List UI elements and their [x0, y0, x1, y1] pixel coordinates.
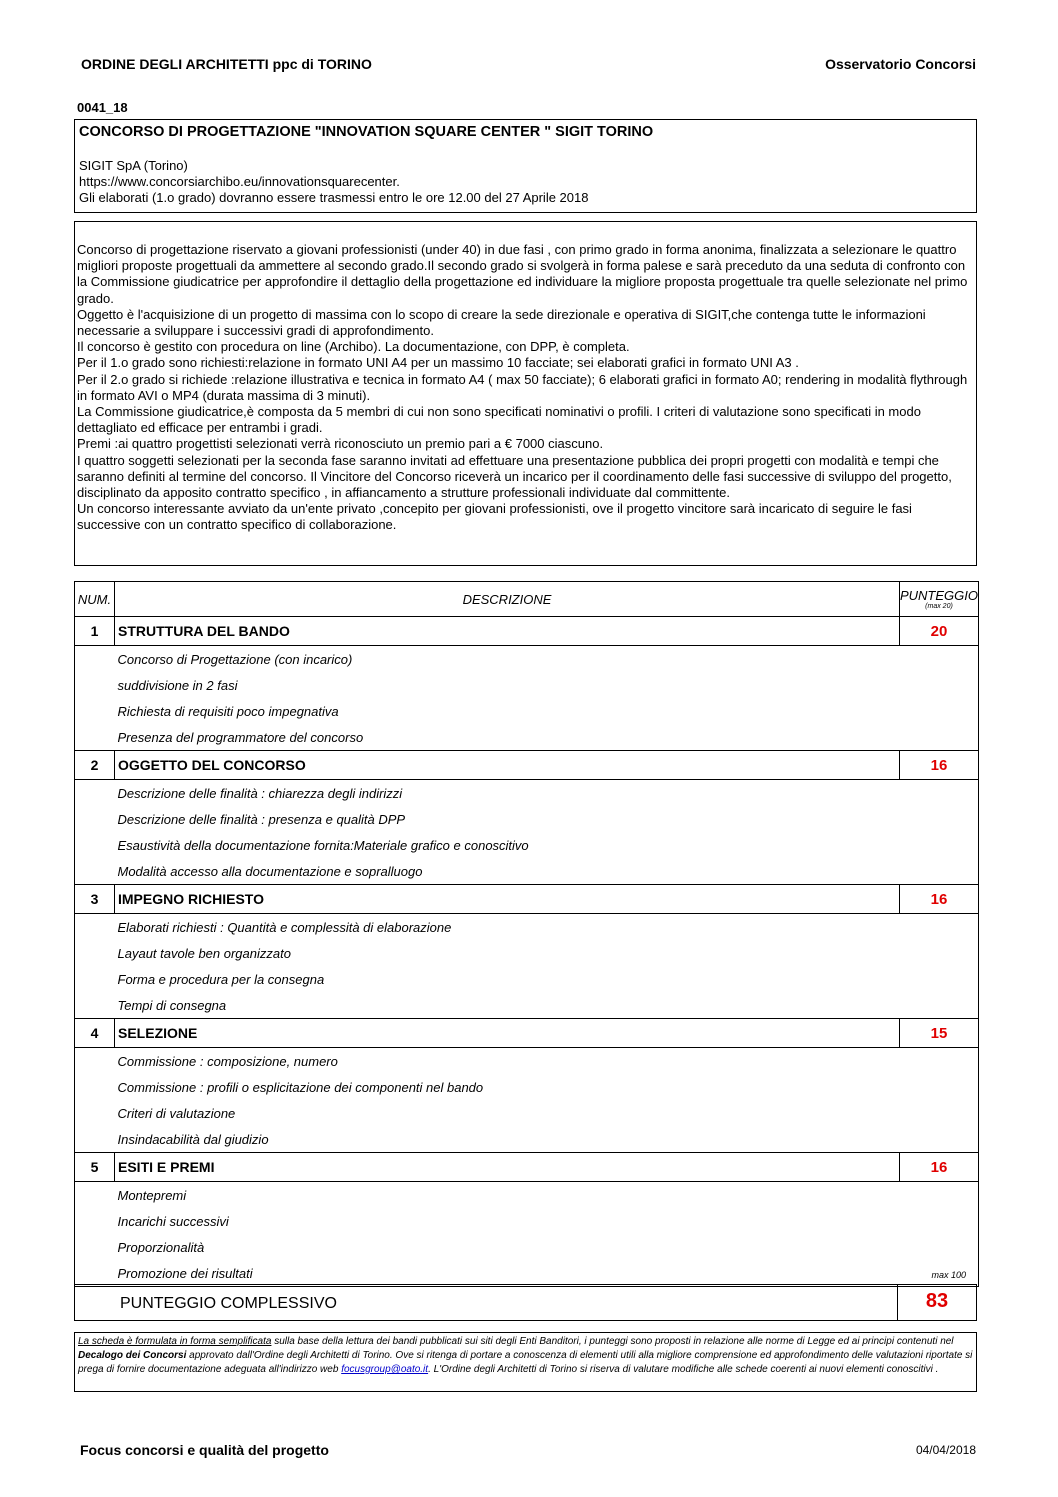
- criterion-score-cell: [899, 806, 978, 832]
- footer-date: 04/04/2018: [915, 1443, 976, 1457]
- section-row: [75, 1153, 979, 1182]
- criterion-row: [75, 832, 979, 858]
- section-score: 15: [899, 1019, 978, 1048]
- max-score-note: max 100: [931, 1270, 966, 1280]
- criterion-text: Richiesta di requisiti poco impegnativa: [117, 703, 339, 719]
- criterion-text: Forma e procedura per la consegna: [117, 971, 325, 987]
- criterion-spacer: [75, 992, 115, 1019]
- criterion-score-cell: [899, 966, 978, 992]
- criterion-score-cell: [899, 724, 978, 751]
- section-row: [75, 751, 979, 780]
- section-label: SELEZIONE: [115, 1019, 900, 1048]
- description-paragraph: Il concorso è gestito con procedura on line (Archibo). La documentazione, con DPP, è completa.: [77, 339, 630, 355]
- criterion-text: Commissione : profili o esplicitazione dei componenti nel bando: [117, 1079, 484, 1095]
- competition-title: CONCORSO DI PROGETTAZIONE "INNOVATION SQUARE CENTER " SIGIT TORINO: [79, 124, 654, 140]
- total-score-label: PUNTEGGIO COMPLESSIVO: [120, 1295, 337, 1312]
- criterion-score-cell: [899, 1126, 978, 1153]
- criterion-spacer: [75, 1074, 115, 1100]
- criterion-score-cell: [899, 914, 978, 941]
- section-label: STRUTTURA DEL BANDO: [115, 617, 900, 646]
- section-score: 20: [899, 617, 978, 646]
- description-paragraph: I quattro soggetti selezionati per la seconda fase saranno invitati ad effettuare una presentazione pubblica dei propri progetti con modalità e tempi che saranno definiti al termine del concorso. Il Vincitore del Concorso riceverà un incarico per il coordinamento delle fasi successive di sviluppo del progetto, disciplinato da apposito contratto specifico , in affiancamento a strutture professionali individuate dal committente.: [77, 452, 952, 501]
- section-row: [75, 885, 979, 914]
- description-paragraph: La Commissione giudicatrice,è composta da 5 membri di cui non sono specificati nominativi o profili. I criteri di valutazione sono specificati in modo dettagliato ed efficace per entrambi i gradi.: [77, 404, 921, 436]
- criterion-row: [75, 724, 979, 751]
- criterion-row: [75, 992, 979, 1019]
- criterion-spacer: [75, 1208, 115, 1234]
- column-header-description: DESCRIZIONE: [115, 582, 900, 617]
- criterion-text: Insindacabilità dal giudizio: [115, 1126, 900, 1153]
- criterion-text: Esaustività della documentazione fornita:Materiale grafico e conoscitivo: [117, 837, 529, 853]
- criterion-text: Elaborati richiesti : Quantità e complessità di elaborazione: [117, 919, 452, 935]
- description-paragraph: Un concorso interessante avviato da un'ente privato ,concepito per giovani professionisti, ove il progetto vincitore sarà incaricato di seguire le fasi successive con un contratto specifico di collaborazione.: [77, 501, 912, 533]
- section-number: 4: [75, 1019, 115, 1048]
- criterion-text: Criteri di valutazione: [117, 1105, 236, 1121]
- criterion-score-cell: [899, 858, 978, 885]
- criterion-score-cell: [899, 646, 978, 673]
- disclaimer-text-1: sulla base della lettura dei bandi pubblicati sui siti degli Enti Banditori, i punteggi sono proposti in relazione alle norme di Legge ed ai principi contenuti nel: [271, 1336, 954, 1347]
- score-table: [74, 581, 979, 1287]
- criterion-text: Montepremi: [117, 1187, 187, 1203]
- table-header-row: [75, 582, 979, 617]
- criterion-text: suddivisione in 2 fasi: [117, 677, 238, 693]
- section-row: [75, 1019, 979, 1048]
- criterion-text: Concorso di Progettazione (con incarico): [117, 651, 353, 667]
- disclaimer-email-link[interactable]: focusgroup@oato.it: [341, 1364, 429, 1375]
- description-paragraph: Concorso di progettazione riservato a giovani professionisti (under 40) in due fasi , con primo grado in forma anonima, finalizzata a selezionare le quattro migliori proposte progettuali da ammettere al secondo grado.Il secondo grado si svolgerà in forma palese e sarà preceduto da una seduta di confronto con la Commissione giudicatrice per approfondire il dettaglio della progettazione ed individuare la migliore proposta progettuale tra quelle selezionate nel primo grado.: [77, 242, 968, 306]
- disclaimer-decalogo: Decalogo dei Concorsi: [78, 1350, 187, 1361]
- criterion-row: [75, 1260, 979, 1287]
- criterion-spacer: [75, 806, 115, 832]
- criterion-spacer: [75, 1100, 115, 1126]
- disclaimer-text-2: approvato dall'Ordine degli Architetti di Torino. Ove si ritenga di portare a conoscenza di elementi utili alla migliore comprensione ed approfondimento delle valutazioni riportate si prega di fornire documentazione adeguata all'indirizzo web: [78, 1350, 973, 1375]
- criterion-score-cell: [899, 832, 978, 858]
- criterion-spacer: [75, 646, 115, 673]
- competition-info-box: [74, 119, 977, 213]
- criterion-text: Incarichi successivi: [117, 1213, 229, 1229]
- description-paragraph: Premi :ai quattro progettisti selezionati verrà riconosciuto un premio pari a € 7000 ciascuno.: [77, 436, 604, 452]
- criterion-spacer: [75, 858, 115, 885]
- criterion-text: Promozione dei risultati: [115, 1260, 900, 1287]
- criterion-row: [75, 1234, 979, 1260]
- criterion-score-cell: [899, 1100, 978, 1126]
- criterion-row: [75, 806, 979, 832]
- criterion-score-cell: [899, 780, 978, 807]
- section-label: IMPEGNO RICHIESTO: [115, 885, 900, 914]
- document-code: 0041_18: [77, 100, 128, 115]
- criterion-spacer: [75, 672, 115, 698]
- criterion-spacer: [75, 724, 115, 751]
- criterion-spacer: [75, 1234, 115, 1260]
- section-score: 16: [899, 751, 978, 780]
- description-paragraph: Per il 2.o grado si richiede :relazione illustrativa e tecnica in formato A4 ( max 50 facciate); 6 elaborati grafici in formato A0; rendering in modalità flythrough in formato AVI o MP4 (durata massima di 3 minuti).: [77, 371, 968, 403]
- section-number: 1: [75, 617, 115, 646]
- section-number: 5: [75, 1153, 115, 1182]
- criterion-score-cell: [899, 1234, 978, 1260]
- deadline: Gli elaborati (1.o grado) dovranno essere trasmessi entro le ore 12.00 del 27 Aprile 2018: [79, 190, 589, 205]
- criterion-spacer: [75, 940, 115, 966]
- criterion-text: Layaut tavole ben organizzato: [117, 945, 291, 961]
- criterion-text: Descrizione delle finalità : presenza e qualità DPP: [117, 811, 406, 827]
- criterion-score-cell: [899, 1074, 978, 1100]
- section-number: 2: [75, 751, 115, 780]
- column-header-score: [899, 582, 978, 617]
- criterion-row: [75, 858, 979, 885]
- criterion-spacer: [75, 966, 115, 992]
- criterion-score-cell: [899, 1048, 978, 1075]
- disclaimer-text-3: . L'Ordine degli Architetti di Torino si riserva di valutare modifiche alle schede coerenti ai nuovi elementi conoscitivi .: [428, 1364, 939, 1375]
- section-number: 3: [75, 885, 115, 914]
- description-box: [74, 221, 977, 566]
- section-score: 16: [899, 885, 978, 914]
- criterion-score-cell: [899, 1208, 978, 1234]
- criterion-spacer: [75, 698, 115, 724]
- header-organization: ORDINE DEGLI ARCHITETTI ppc di TORINO: [81, 56, 372, 72]
- criterion-spacer: [75, 1048, 115, 1075]
- criterion-score-cell: [899, 992, 978, 1019]
- criterion-score-cell: [899, 940, 978, 966]
- criterion-row: [75, 1074, 979, 1100]
- criterion-spacer: [75, 780, 115, 807]
- criterion-spacer: [75, 914, 115, 941]
- column-header-num: NUM.: [75, 582, 115, 617]
- criterion-row: [75, 672, 979, 698]
- disclaimer-lead: La scheda è formulata in forma semplificata: [78, 1336, 272, 1347]
- disclaimer: [74, 1332, 977, 1392]
- criterion-text: Presenza del programmatore del concorso: [115, 724, 900, 751]
- competition-url[interactable]: https://www.concorsiarchibo.eu/innovationsquarecenter.: [79, 174, 400, 189]
- criterion-score-cell: [899, 1182, 978, 1209]
- description-paragraph: Oggetto è l'acquisizione di un progetto di massima con lo scopo di creare la sede direzionale e operativa di SIGIT,che contenga tutte le informazioni necessarie a sviluppare i successivi gradi di approfondimento.: [77, 306, 926, 339]
- criterion-row: [75, 1048, 979, 1075]
- footer-title: Focus concorsi e qualità del progetto: [80, 1442, 329, 1458]
- criterion-row: [75, 1100, 979, 1126]
- criterion-text: Commissione : composizione, numero: [117, 1053, 338, 1069]
- criterion-text: Descrizione delle finalità : chiarezza degli indirizzi: [117, 785, 403, 801]
- criterion-spacer: [75, 1126, 115, 1153]
- criterion-row: [75, 1126, 979, 1153]
- criterion-score-cell: [899, 698, 978, 724]
- header-section: Osservatorio Concorsi: [825, 56, 976, 72]
- score-header-label: PUNTEGGIO: [899, 588, 978, 603]
- total-score-box: [74, 1284, 977, 1321]
- criterion-text: Tempi di consegna: [115, 992, 900, 1019]
- criterion-row: [75, 1208, 979, 1234]
- total-score-value: 83: [925, 1290, 949, 1312]
- section-label: OGGETTO DEL CONCORSO: [115, 751, 900, 780]
- criterion-text: Proporzionalità: [117, 1239, 205, 1255]
- criterion-row: [75, 698, 979, 724]
- criterion-score-cell: [899, 672, 978, 698]
- criterion-row: [75, 914, 979, 941]
- section-label: ESITI E PREMI: [115, 1153, 900, 1182]
- criterion-row: [75, 646, 979, 673]
- score-header-max: (max 20): [925, 603, 953, 610]
- criterion-row: [75, 1182, 979, 1209]
- section-score: 16: [899, 1153, 978, 1182]
- criterion-spacer: [75, 1182, 115, 1209]
- criterion-row: [75, 940, 979, 966]
- criterion-row: [75, 780, 979, 807]
- criterion-spacer: [75, 1260, 115, 1287]
- description-paragraph: Per il 1.o grado sono richiesti:relazione in formato UNI A4 per un massimo 10 facciate; sei elaborati grafici in formato UNI A3 .: [77, 355, 799, 371]
- criterion-spacer: [75, 832, 115, 858]
- criterion-text: Modalità accesso alla documentazione e sopralluogo: [115, 858, 900, 885]
- competition-details: [79, 158, 588, 206]
- promoter: SIGIT SpA (Torino): [79, 158, 188, 173]
- criterion-row: [75, 966, 979, 992]
- description-text: [77, 242, 971, 534]
- section-row: [75, 617, 979, 646]
